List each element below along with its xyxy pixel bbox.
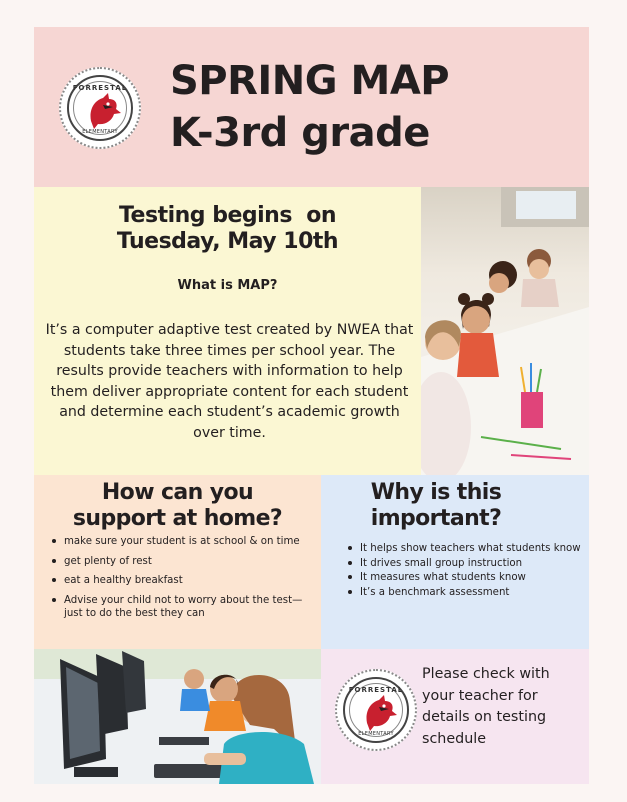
computer-lab-photo bbox=[34, 649, 321, 784]
school-logo bbox=[335, 669, 417, 751]
intro-paragraph: It’s a computer adaptive test created by NWEA that students take three times per school year. The results provide teachers with information to help them deliver appropriate content for each student and determine each student’s academic growth over time. bbox=[45, 322, 414, 441]
intro-heading-line-1: Testing begins on bbox=[118, 203, 337, 228]
list-item: eat a healthy breakfast bbox=[50, 574, 318, 587]
importance-section bbox=[321, 475, 589, 649]
list-item: It’s a benchmark assessment bbox=[346, 586, 586, 599]
page-title bbox=[170, 55, 490, 159]
contact-note-section bbox=[321, 649, 589, 784]
list-item: Advise your child not to worry about the test—just to do the best they can bbox=[50, 594, 318, 620]
flyer bbox=[34, 27, 589, 784]
list-item: It drives small group instruction bbox=[346, 557, 586, 570]
importance-list bbox=[346, 542, 586, 600]
list-item: It helps show teachers what students know bbox=[346, 542, 586, 555]
list-item: get plenty of rest bbox=[50, 555, 318, 568]
logo-top-text: FORRESTAL bbox=[72, 84, 128, 92]
contact-note-text: Please check with your teacher for details on testing schedule bbox=[422, 666, 550, 747]
logo-top-text: FORRESTAL bbox=[348, 686, 404, 694]
intro-section bbox=[34, 187, 421, 475]
title-line-2: K-3rd grade bbox=[170, 110, 430, 156]
intro-heading-line-2: Tuesday, May 10th bbox=[116, 229, 339, 254]
cardinal-bird-icon bbox=[61, 69, 143, 151]
logo-bottom-text: ELEMENTARY bbox=[358, 731, 394, 737]
list-item: make sure your student is at school & on time bbox=[50, 535, 318, 548]
classroom-photo bbox=[421, 187, 589, 475]
school-logo bbox=[59, 67, 141, 149]
header-banner bbox=[34, 27, 589, 187]
cardinal-bird-icon bbox=[337, 671, 419, 753]
support-section bbox=[34, 475, 321, 649]
support-heading-line-2: support at home? bbox=[72, 506, 283, 531]
logo-bottom-text: ELEMENTARY bbox=[82, 129, 118, 135]
support-heading bbox=[34, 480, 321, 532]
importance-heading-line-2: important? bbox=[370, 506, 502, 531]
importance-heading bbox=[321, 480, 551, 532]
title-line-1: SPRING MAP bbox=[170, 58, 450, 104]
intro-heading bbox=[34, 203, 421, 255]
support-heading-line-1: How can you bbox=[101, 480, 254, 505]
list-item: It measures what students know bbox=[346, 571, 586, 584]
intro-question: What is MAP? bbox=[177, 278, 278, 293]
importance-heading-line-1: Why is this bbox=[370, 480, 502, 505]
support-list bbox=[50, 535, 318, 626]
